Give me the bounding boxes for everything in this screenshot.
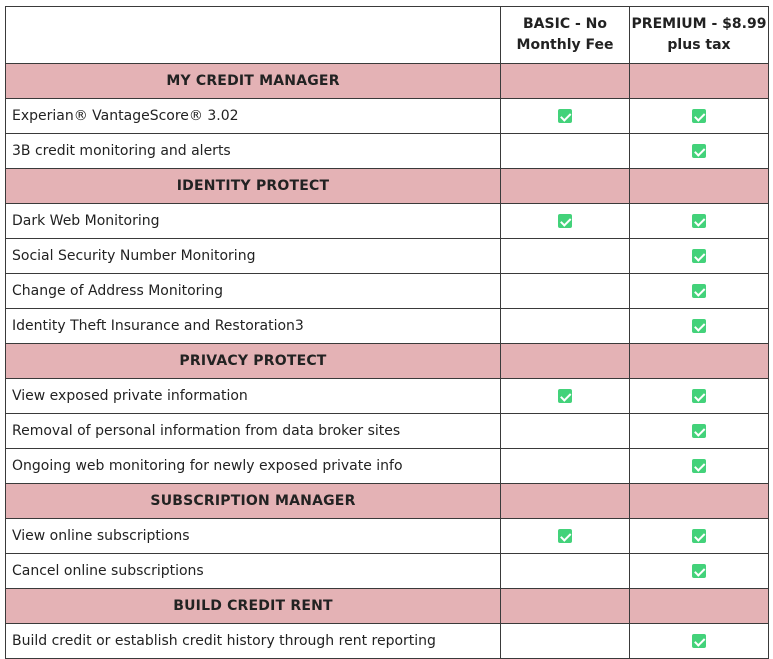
section-basic-cell: [501, 484, 630, 519]
section-title: SUBSCRIPTION MANAGER: [6, 484, 501, 519]
table-header-row: [6, 7, 769, 64]
premium-included-cell: [630, 624, 769, 659]
checkmark-icon: [692, 459, 706, 473]
section-premium-cell: [630, 169, 769, 204]
feature-name: View online subscriptions: [6, 519, 501, 554]
checkmark-icon: [692, 529, 706, 543]
basic-included-cell: [501, 134, 630, 169]
premium-included-cell: [630, 519, 769, 554]
feature-name: Experian® VantageScore® 3.02: [6, 99, 501, 134]
premium-included-cell: [630, 554, 769, 589]
premium-included-cell: [630, 449, 769, 484]
checkmark-icon: [692, 284, 706, 298]
section-premium-cell: [630, 589, 769, 624]
checkmark-icon: [692, 424, 706, 438]
feature-name: Change of Address Monitoring: [6, 274, 501, 309]
section-title: BUILD CREDIT RENT: [6, 589, 501, 624]
feature-name: Removal of personal information from data broker sites: [6, 414, 501, 449]
feature-row: [6, 134, 769, 169]
basic-included-cell: [501, 414, 630, 449]
premium-included-cell: [630, 204, 769, 239]
section-premium-cell: [630, 484, 769, 519]
checkmark-icon: [692, 214, 706, 228]
checkmark-icon: [692, 249, 706, 263]
feature-row: [6, 449, 769, 484]
basic-included-cell: [501, 99, 630, 134]
basic-included-cell: [501, 449, 630, 484]
section-premium-cell: [630, 64, 769, 99]
checkmark-icon: [692, 319, 706, 333]
basic-included-cell: [501, 309, 630, 344]
feature-row: [6, 624, 769, 659]
section-basic-cell: [501, 169, 630, 204]
feature-name: Cancel online subscriptions: [6, 554, 501, 589]
feature-column-header: [6, 7, 501, 64]
checkmark-icon: [558, 214, 572, 228]
section-header-row: [6, 484, 769, 519]
section-basic-cell: [501, 64, 630, 99]
premium-plan-header: PREMIUM - $8.99 plus tax: [630, 7, 769, 64]
section-title: MY CREDIT MANAGER: [6, 64, 501, 99]
basic-included-cell: [501, 239, 630, 274]
feature-row: [6, 414, 769, 449]
premium-included-cell: [630, 309, 769, 344]
section-header-row: [6, 169, 769, 204]
checkmark-icon: [692, 389, 706, 403]
premium-included-cell: [630, 99, 769, 134]
basic-included-cell: [501, 624, 630, 659]
section-premium-cell: [630, 344, 769, 379]
checkmark-icon: [558, 529, 572, 543]
feature-row: [6, 554, 769, 589]
premium-included-cell: [630, 134, 769, 169]
checkmark-icon: [692, 144, 706, 158]
section-header-row: [6, 64, 769, 99]
premium-included-cell: [630, 274, 769, 309]
section-basic-cell: [501, 344, 630, 379]
feature-name: Build credit or establish credit history through rent reporting: [6, 624, 501, 659]
checkmark-icon: [692, 109, 706, 123]
feature-name: Social Security Number Monitoring: [6, 239, 501, 274]
checkmark-icon: [692, 564, 706, 578]
section-header-row: [6, 589, 769, 624]
feature-name: 3B credit monitoring and alerts: [6, 134, 501, 169]
feature-name: Ongoing web monitoring for newly exposed private info: [6, 449, 501, 484]
section-header-row: [6, 344, 769, 379]
feature-row: [6, 239, 769, 274]
feature-row: [6, 379, 769, 414]
feature-name: View exposed private information: [6, 379, 501, 414]
feature-name: Identity Theft Insurance and Restoration3: [6, 309, 501, 344]
premium-included-cell: [630, 239, 769, 274]
checkmark-icon: [558, 389, 572, 403]
section-title: PRIVACY PROTECT: [6, 344, 501, 379]
section-title: IDENTITY PROTECT: [6, 169, 501, 204]
basic-included-cell: [501, 274, 630, 309]
basic-included-cell: [501, 379, 630, 414]
premium-included-cell: [630, 414, 769, 449]
premium-included-cell: [630, 379, 769, 414]
feature-row: [6, 99, 769, 134]
checkmark-icon: [558, 109, 572, 123]
feature-row: [6, 309, 769, 344]
basic-plan-header: BASIC - No Monthly Fee: [501, 7, 630, 64]
basic-included-cell: [501, 554, 630, 589]
feature-row: [6, 204, 769, 239]
feature-row: [6, 274, 769, 309]
table-body: [6, 64, 769, 659]
checkmark-icon: [692, 634, 706, 648]
basic-included-cell: [501, 519, 630, 554]
basic-included-cell: [501, 204, 630, 239]
feature-row: [6, 519, 769, 554]
plan-comparison-table: [5, 6, 769, 659]
feature-name: Dark Web Monitoring: [6, 204, 501, 239]
section-basic-cell: [501, 589, 630, 624]
